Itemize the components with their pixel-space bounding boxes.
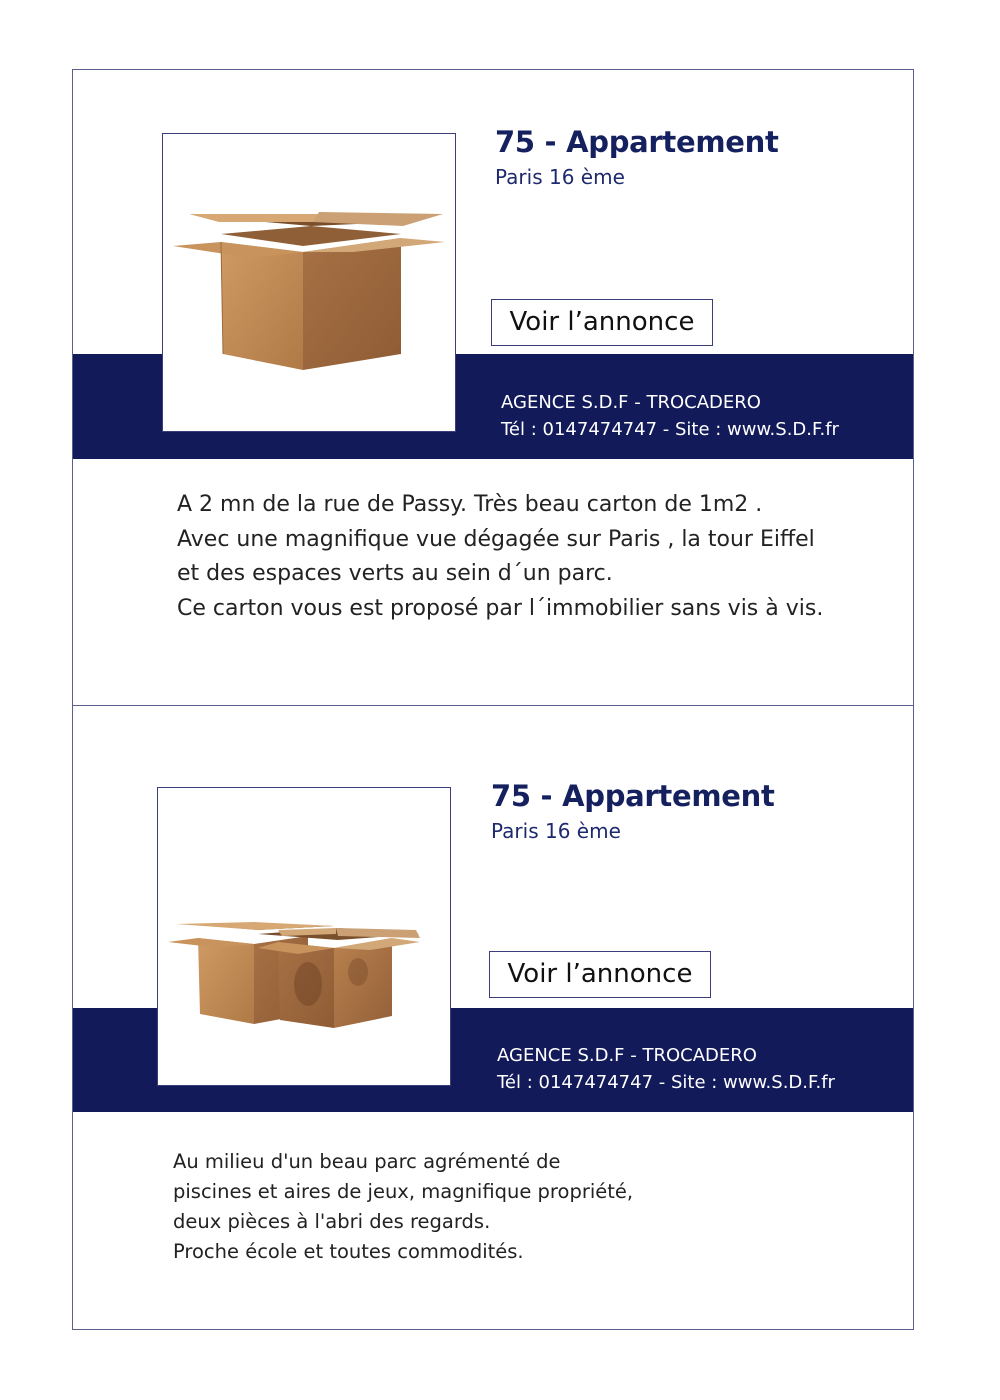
agency-info	[497, 1042, 835, 1096]
description-line: Ce carton vous est proposé par l´immobilier sans vis à vis.	[177, 595, 824, 621]
listing-title: 75 - Appartement	[495, 125, 779, 159]
agency-name: AGENCE S.D.F - TROCADERO	[497, 1045, 757, 1066]
description-line: et des espaces verts au sein d´un parc.	[177, 561, 613, 586]
view-listing-button[interactable]: Voir l’annonce	[489, 951, 711, 998]
agency-website-link[interactable]: www.S.D.F.fr	[723, 1072, 835, 1093]
listing-location: Paris 16 ème	[495, 165, 625, 189]
listing-location: Paris 16 ème	[491, 819, 621, 843]
description-line: Au milieu d'un beau parc agrémenté de	[173, 1150, 561, 1173]
listing-description	[173, 1147, 633, 1267]
description-line: piscines et aires de jeux, magnifique propriété,	[173, 1180, 634, 1203]
agency-contact	[497, 1069, 835, 1096]
listing-title: 75 - Appartement	[491, 779, 775, 813]
listing-photo[interactable]	[157, 787, 451, 1086]
listing-card	[72, 69, 914, 706]
agency-phone: Tél : 0147474747 - Site :	[497, 1072, 724, 1093]
description-line: A 2 mn de la rue de Passy. Très beau carton de 1m2 .	[177, 492, 763, 517]
cardboard-box-icon	[163, 134, 455, 431]
two-cardboard-boxes-icon	[158, 788, 450, 1085]
description-line: Avec une magnifique vue dégagée sur Paris , la tour Eiffel	[177, 526, 815, 552]
description-line: Proche école et toutes commodités.	[173, 1240, 524, 1263]
description-line: deux pièces à l'abri des regards.	[173, 1210, 491, 1233]
view-listing-button[interactable]: Voir l’annonce	[491, 299, 713, 346]
listing-photo[interactable]	[162, 133, 456, 432]
agency-phone: Tél : 0147474747 - Site :	[501, 419, 728, 440]
listing-description	[177, 488, 823, 626]
agency-website-link[interactable]: www.S.D.F.fr	[727, 419, 839, 440]
agency-name: AGENCE S.D.F - TROCADERO	[501, 392, 761, 413]
listing-card	[72, 705, 914, 1330]
agency-contact	[501, 416, 839, 443]
agency-info	[501, 389, 839, 443]
